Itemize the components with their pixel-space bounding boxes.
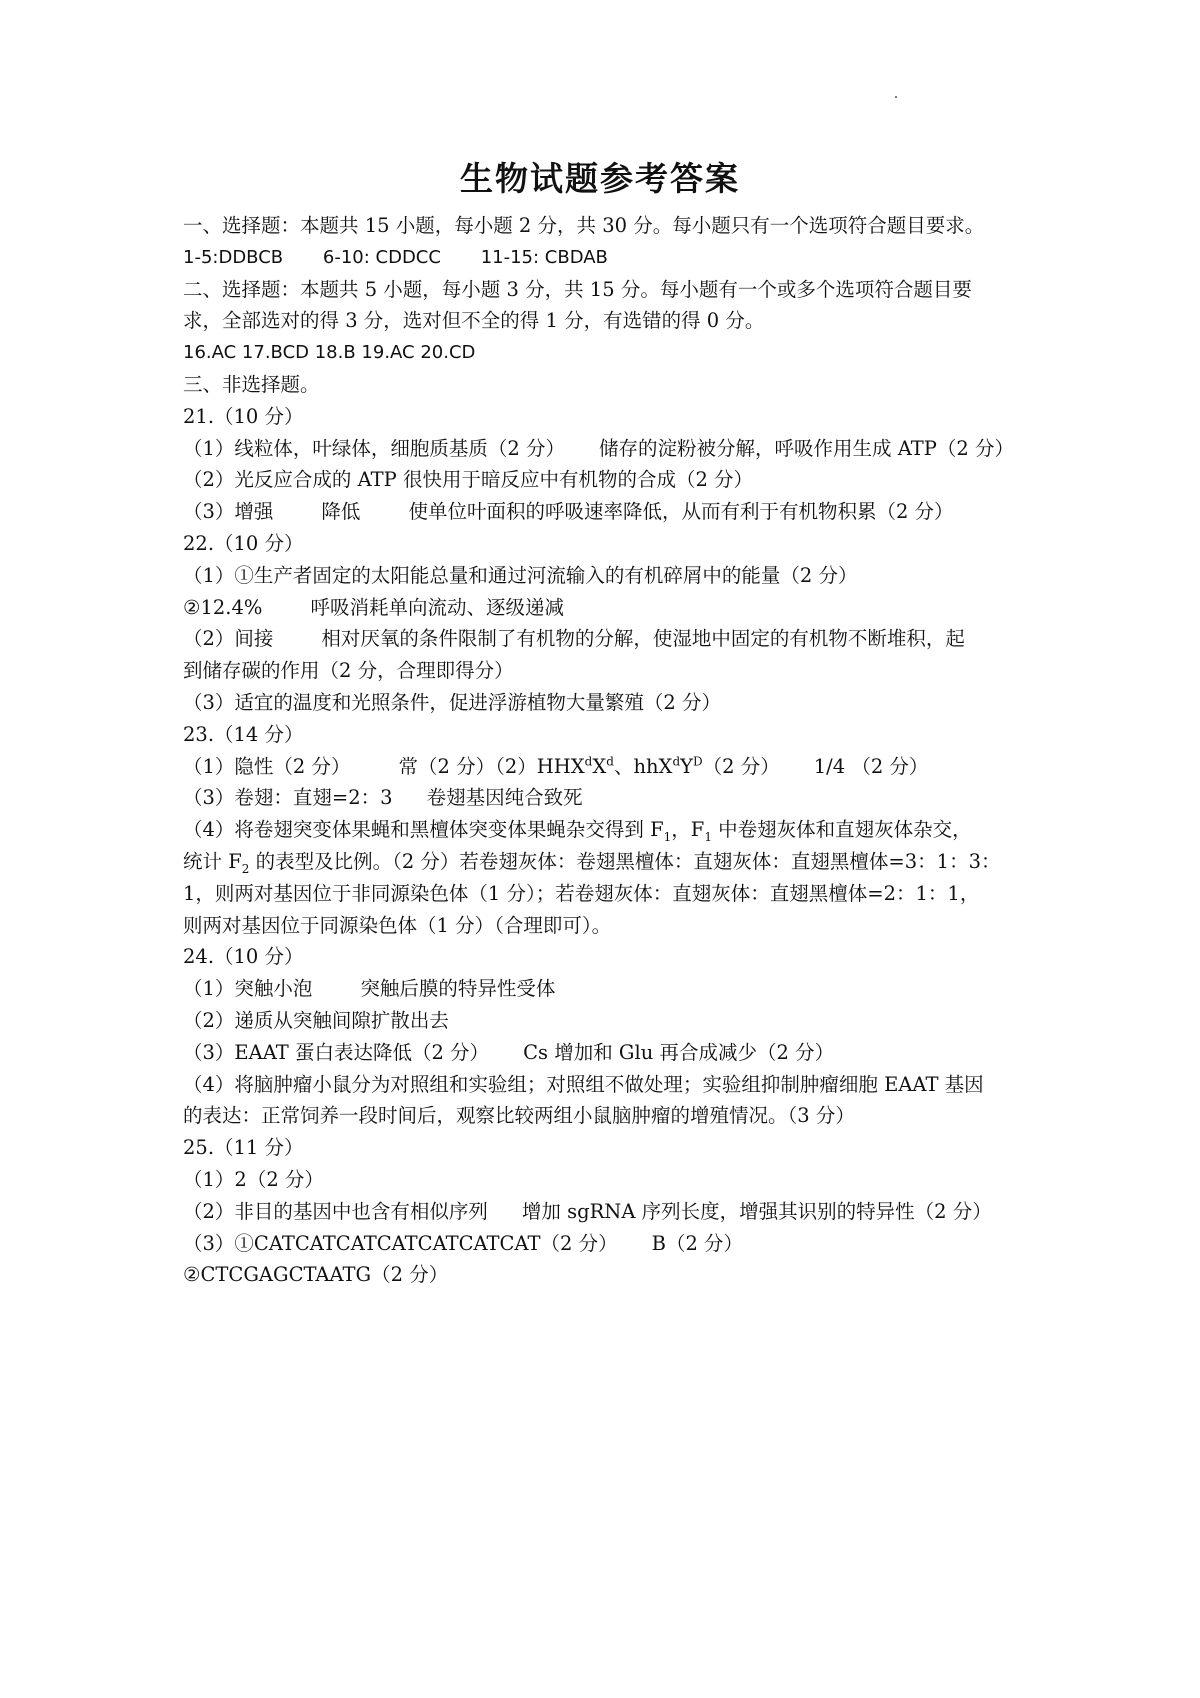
q21-part1	[183, 433, 1028, 465]
q21-part3-a: （3）增强	[183, 500, 274, 524]
q23-sup-D: D	[693, 754, 703, 769]
page-title: 生物试题参考答案	[460, 159, 740, 198]
q25-part3-b: B（2 分）	[651, 1231, 744, 1255]
q23-sub1a: 1	[663, 830, 672, 845]
q21-part2: （2）光反应合成的 ATP 很快用于暗反应中有机物的合成（2 分）	[183, 468, 754, 492]
q23-heading: 23.（14 分）	[183, 722, 304, 746]
q23-part4-e: 的表型及比例。（2 分）若卷翅灰体：卷翅黑檀体：直翅灰体：直翅黑檀体=3：1：3：	[249, 849, 1001, 873]
q21-part3-c: 使单位叶面积的呼吸速率降低，从而有利于有机物积累（2 分）	[408, 500, 954, 524]
q23-part1-d: 1/4 （2 分）	[813, 754, 929, 778]
answers-1-5: 1-5:DDBCB	[183, 246, 284, 268]
q22-part3: （3）适宜的温度和光照条件，促进浮游植物大量繁殖（2 分）	[183, 690, 722, 714]
q25-part3-a: （3）①CATCATCATCATCATCATCAT（2 分）	[183, 1231, 618, 1255]
q22-part2	[183, 623, 1028, 655]
q24-heading: 24.（10 分）	[183, 945, 304, 969]
q23-mid: 、hhX	[613, 754, 673, 778]
section2-answers: 16.AC 17.BCD 18.B 19.AC 20.CD	[183, 342, 476, 364]
q23-sup-d3: d	[672, 754, 681, 769]
section2-header-line2: 求，全部选对的得 3 分，选对但不全的得 1 分，有选错的得 0 分。	[183, 309, 765, 333]
answers-11-15: 11-15: CBDAB	[480, 246, 608, 268]
answers-6-10: 6-10: CDDCC	[322, 246, 441, 268]
q22-part2-b: 相对厌氧的条件限制了有机物的分解，使湿地中固定的有机物不断堆积，起	[321, 627, 965, 651]
q24-part1	[183, 973, 1028, 1005]
q23-part4-line4: 则两对基因位于同源染色体（1 分）（合理即可）。	[183, 913, 612, 937]
q25-part2-a: （2）非目的基因中也含有相似序列	[183, 1199, 488, 1223]
q25-part3	[183, 1228, 1028, 1260]
q23-sup-d2: d	[606, 754, 614, 769]
q23-part4-line2	[183, 846, 1028, 878]
q21-part3	[183, 496, 1028, 528]
q23-part3-b: 卷翅基因纯合致死	[426, 786, 583, 810]
q23-part1-a: （1）隐性（2 分）	[183, 754, 351, 778]
q25-heading: 25.（11 分）	[183, 1136, 304, 1160]
q24-part1-a: （1）突触小泡	[183, 977, 313, 1001]
section1-header: 一、选择题：本题共 15 小题，每小题 2 分，共 30 分。每小题只有一个选项符合题目要求。	[183, 214, 985, 237]
q23-sub2: 2	[241, 861, 250, 876]
q23-part4-line1	[183, 814, 1028, 846]
q23-part1-b: 常（2 分）（2）HHX	[398, 754, 585, 778]
q23-part4-line3: 1，则两对基因位于非同源染色体（1 分）；若卷翅灰体：直翅灰体：直翅黑檀体=2：1：1，	[183, 881, 980, 905]
q24-part3-a: （3）EAAT 蛋白表达降低（2 分）	[183, 1040, 490, 1064]
q22-part1: （1）①生产者固定的太阳能总量和通过河流输入的有机碎屑中的能量（2 分）	[183, 563, 858, 587]
q23-part4-b: ，F	[671, 818, 705, 842]
q22-part2-a: （2）间接	[183, 627, 274, 651]
q24-part4-line2: 的表达：正常饲养一段时间后，观察比较两组小鼠脑肿瘤的增殖情况。（3 分）	[183, 1104, 855, 1128]
q24-part2: （2）递质从突触间隙扩散出去	[183, 1008, 449, 1032]
q23-part4-c: 中卷翅灰体和直翅灰体杂交，	[711, 818, 972, 842]
q23-part4-d: 统计 F	[183, 849, 242, 873]
q23-part3-a: （3）卷翅：直翅=2：3	[183, 786, 393, 810]
q23-sub1b: 1	[704, 830, 712, 845]
q25-part1: （1）2（2 分）	[183, 1167, 324, 1191]
section2-header-line1: 二、选择题：本题共 5 小题，每小题 3 分，共 15 分。每小题有一个或多个选项符合题目要	[183, 277, 972, 301]
q23-sup-d1: d	[584, 754, 593, 769]
section1-answers	[183, 242, 1028, 274]
q23-part1	[183, 751, 1028, 783]
scan-dot	[895, 96, 897, 98]
q22-heading: 22.（10 分）	[183, 531, 304, 555]
q21-heading: 21.（10 分）	[183, 404, 304, 428]
q22-part1-2-b: 呼吸消耗单向流动、逐级递减	[310, 595, 564, 619]
q21-part3-b: 降低	[321, 500, 361, 524]
q23-x2: X	[592, 754, 607, 778]
q25-part3-2: ②CTCGAGCTAATG（2 分）	[183, 1263, 449, 1287]
q24-part1-b: 突触后膜的特异性受体	[360, 977, 556, 1001]
q22-part2-cont: 到储存碳的作用（2 分，合理即得分）	[183, 659, 514, 683]
q24-part3	[183, 1037, 1028, 1069]
q23-part4-a: （4）将卷翅突变体果蝇和黑檀体突变体果蝇杂交得到 F	[183, 818, 664, 842]
section3-header: 三、非选择题。	[183, 372, 320, 396]
q21-part1-a: （1）线粒体，叶绿体，细胞质基质（2 分）	[183, 436, 566, 460]
q24-part3-b: Cs 增加和 Glu 再合成减少（2 分）	[523, 1040, 835, 1064]
q24-part4-line1: （4）将脑肿瘤小鼠分为对照组和实验组；对照组不做处理；实验组抑制肿瘤细胞 EAAT 基因	[183, 1072, 984, 1096]
q23-part1-c: （2 分）	[702, 754, 780, 778]
q22-part1-2	[183, 592, 1028, 624]
answer-body	[183, 210, 1028, 1291]
q22-part1-2-a: ②12.4%	[183, 595, 263, 619]
q23-part3	[183, 782, 1028, 814]
q23-y: Y	[680, 754, 694, 778]
q25-part2-b: 增加 sgRNA 序列长度，增强其识别的特异性（2 分）	[521, 1199, 992, 1223]
q25-part2	[183, 1196, 1028, 1228]
q21-part1-b: 储存的淀粉被分解，呼吸作用生成 ATP（2 分）	[599, 436, 1014, 460]
